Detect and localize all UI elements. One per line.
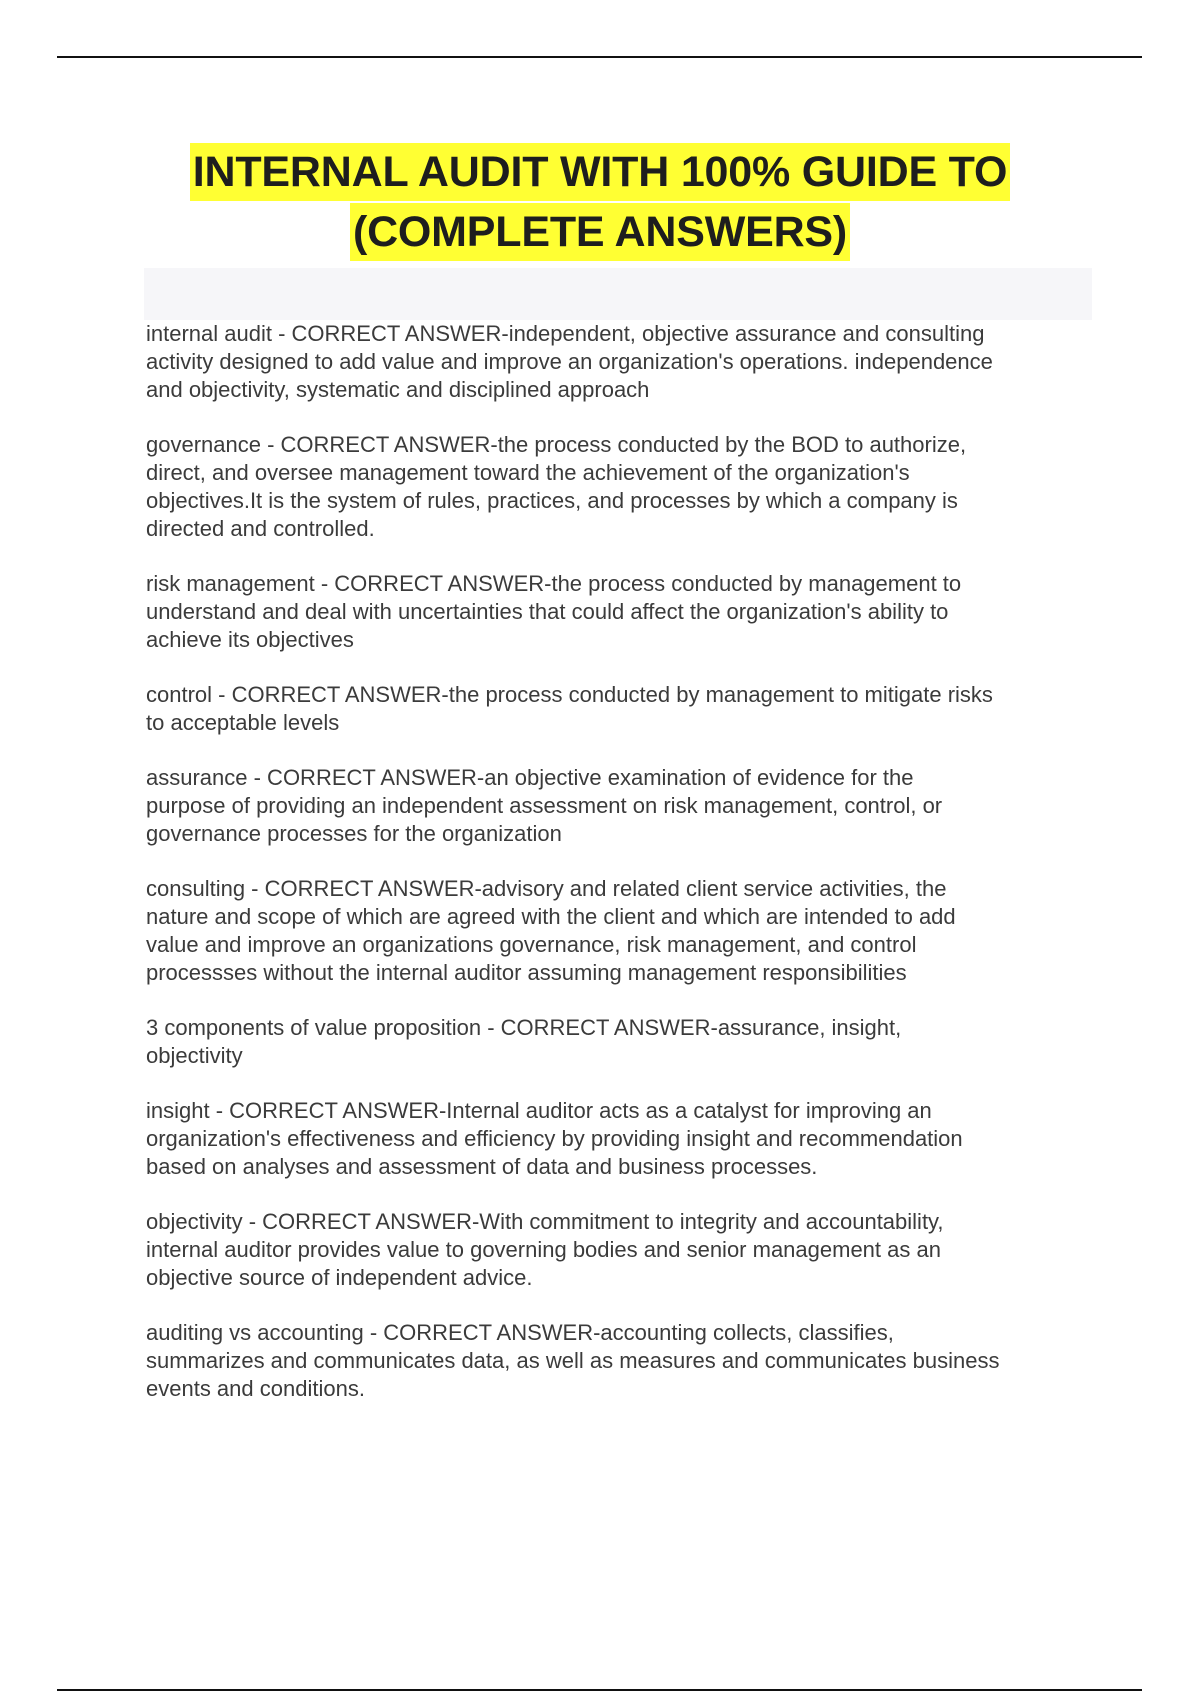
qa-entry-value-proposition <box>146 1014 1086 1070</box>
qa-list <box>146 320 1086 1430</box>
entry-line: organization's effectiveness and efficiency by providing insight and recommendation <box>146 1126 963 1151</box>
qa-entry-insight <box>146 1097 1086 1181</box>
entry-line: direct, and oversee management toward the achievement of the organization's <box>146 460 910 485</box>
qa-entry-consulting <box>146 875 1086 987</box>
entry-line: summarizes and communicates data, as well as measures and communicates business <box>146 1348 1000 1373</box>
entry-line: 3 components of value proposition - CORRECT ANSWER-assurance, insight, <box>146 1015 902 1040</box>
entry-line: achieve its objectives <box>146 627 354 652</box>
entry-line: to acceptable levels <box>146 710 340 735</box>
entry-line: value and improve an organizations governance, risk management, and control <box>146 932 917 957</box>
entry-line: assurance - CORRECT ANSWER-an objective examination of evidence for the <box>146 765 914 790</box>
entry-line: auditing vs accounting - CORRECT ANSWER-accounting collects, classifies, <box>146 1320 894 1345</box>
entry-line: governance processes for the organization <box>146 821 562 846</box>
blank-band <box>144 268 1092 320</box>
entry-line: objectivity - CORRECT ANSWER-With commitment to integrity and accountability, <box>146 1209 944 1234</box>
entry-line: risk management - CORRECT ANSWER-the process conducted by management to <box>146 571 962 596</box>
qa-entry-governance <box>146 431 1086 543</box>
entry-line: consulting - CORRECT ANSWER-advisory and related client service activities, the <box>146 876 947 901</box>
entry-line: directed and controlled. <box>146 516 375 541</box>
bottom-divider <box>57 1689 1142 1691</box>
entry-line: purpose of providing an independent assessment on risk management, control, or <box>146 793 943 818</box>
entry-line: understand and deal with uncertainties that could affect the organization's ability to <box>146 599 949 624</box>
entry-line: objectivity <box>146 1043 243 1068</box>
entry-line: governance - CORRECT ANSWER-the process conducted by the BOD to authorize, <box>146 432 967 457</box>
entry-line: objective source of independent advice. <box>146 1265 533 1290</box>
top-divider <box>57 56 1142 58</box>
entry-line: nature and scope of which are agreed with the client and which are intended to add <box>146 904 956 929</box>
qa-entry-control <box>146 681 1086 737</box>
qa-entry-assurance <box>146 764 1086 848</box>
qa-entry-internal-audit <box>146 320 1086 404</box>
entry-line: internal audit - CORRECT ANSWER-independent, objective assurance and consulting <box>146 321 985 346</box>
title-line-1: INTERNAL AUDIT WITH 100% GUIDE TO <box>190 143 1010 201</box>
entry-line: processses without the internal auditor assuming management responsibilities <box>146 960 907 985</box>
entry-line: based on analyses and assessment of data and business processes. <box>146 1154 818 1179</box>
qa-entry-objectivity <box>146 1208 1086 1292</box>
entry-line: and objectivity, systematic and disciplined approach <box>146 377 650 402</box>
qa-entry-auditing-vs-accounting <box>146 1319 1086 1403</box>
document-title <box>0 143 1200 263</box>
entry-line: insight - CORRECT ANSWER-Internal auditor acts as a catalyst for improving an <box>146 1098 932 1123</box>
title-line-2: (COMPLETE ANSWERS) <box>350 203 850 261</box>
entry-line: activity designed to add value and improve an organization's operations. independence <box>146 349 993 374</box>
entry-line: control - CORRECT ANSWER-the process conducted by management to mitigate risks <box>146 682 993 707</box>
entry-line: internal auditor provides value to governing bodies and senior management as an <box>146 1237 941 1262</box>
entry-line: events and conditions. <box>146 1376 365 1401</box>
entry-line: objectives.It is the system of rules, practices, and processes by which a company is <box>146 488 958 513</box>
qa-entry-risk-management <box>146 570 1086 654</box>
